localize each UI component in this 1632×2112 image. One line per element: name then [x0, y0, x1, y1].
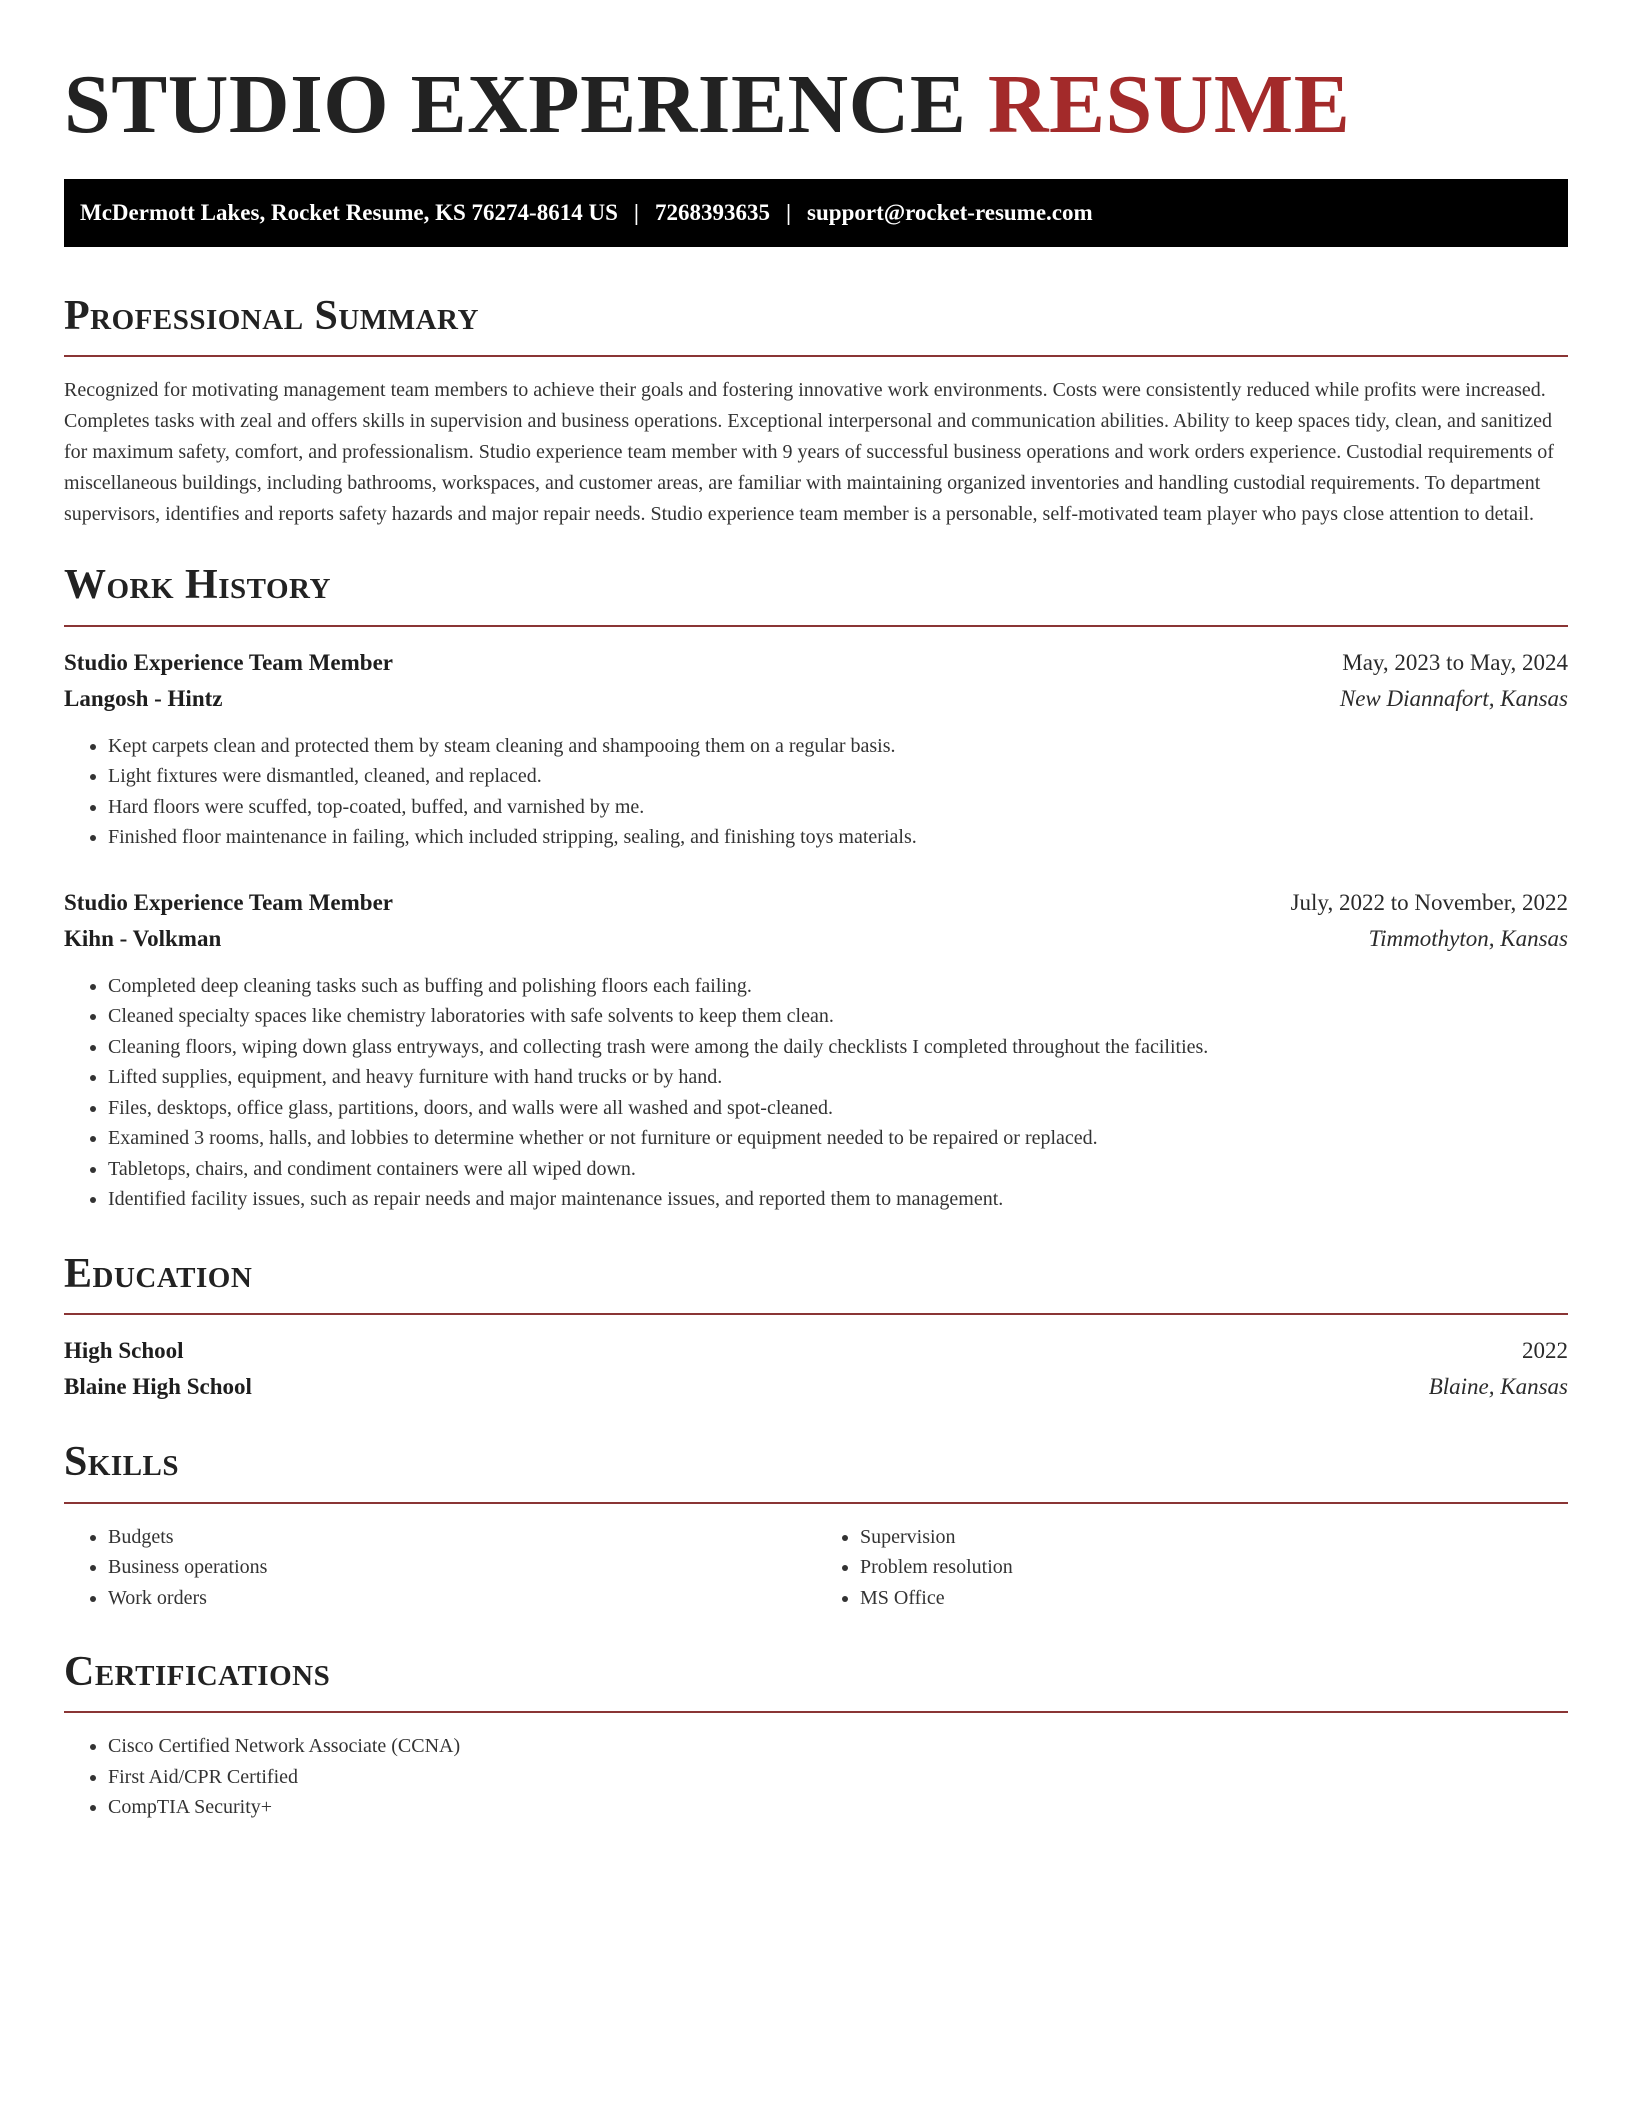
- skills-grid: [64, 1522, 1568, 1614]
- title-main: STUDIO EXPERIENCE: [64, 58, 967, 151]
- certification-item: • First Aid/CPR Certified: [108, 1762, 1568, 1793]
- skills-section: [64, 1437, 1568, 1613]
- job-duty-item: • Examined 3 rooms, halls, and lobbies to determine whether or not furniture or equipment needed to be repaired or replaced.: [108, 1123, 1568, 1154]
- certification-item: • CompTIA Security+: [108, 1792, 1568, 1823]
- work-history-section: [64, 560, 1568, 1214]
- education-degree: High School: [64, 1338, 184, 1364]
- job-duty-item: • Completed deep cleaning tasks such as buffing and polishing floors each failing.: [108, 971, 1568, 1002]
- resume-title: [64, 52, 1568, 157]
- contact-email: support@rocket-resume.com: [807, 200, 1093, 225]
- job-entry: [64, 885, 1568, 1215]
- job-duty-item: • Files, desktops, office glass, partitions, doors, and walls were all washed and spot-cleaned.: [108, 1093, 1568, 1124]
- certifications-heading: Certifications: [64, 1649, 331, 1696]
- contact-address: McDermott Lakes, Rocket Resume, KS 76274-8614 US: [80, 200, 618, 225]
- certifications-list: [64, 1731, 1568, 1823]
- skill-item: • Problem resolution: [860, 1552, 1568, 1583]
- job-location: New Diannafort, Kansas: [1339, 685, 1568, 711]
- section-divider: [64, 1711, 1568, 1713]
- job-duty-item: • Tabletops, chairs, and condiment containers were all wiped down.: [108, 1154, 1568, 1185]
- job-duty-item: • Kept carpets clean and protected them by steam cleaning and shampooing them on a regular basis.: [108, 731, 1568, 762]
- job-dates: May, 2023 to May, 2024: [1342, 649, 1568, 675]
- section-divider: [64, 355, 1568, 357]
- summary-text: Recognized for motivating management team members to achieve their goals and fostering innovative work environments. Costs were consistently reduced while profits were increased. Completes tasks with zeal and offers skills in supervision and business operations. Exceptional interpersonal and communication abilities. Ability to keep spaces tidy, clean, and sanitized for maximum safety, comfort, and professionalism. Studio experience team member with 9 years of successful business operations and work orders experience. Custodial requirements of miscellaneous buildings, including bathrooms, workspaces, and customer areas, are familiar with maintaining organized inventories and handling custodial requirements. To department supervisors, identifies and reports safety hazards and major repair needs. Studio experience team member is a personable, self-motivated team player who pays close attention to detail.: [64, 379, 1554, 526]
- education-school-row: [64, 1369, 1568, 1405]
- job-company-row: [64, 921, 1568, 957]
- work-history-heading: Work History: [64, 562, 331, 609]
- education-degree-row: [64, 1333, 1568, 1369]
- job-title: Studio Experience Team Member: [64, 649, 393, 675]
- education-year: 2022: [1522, 1338, 1568, 1364]
- summary-section: [64, 291, 1568, 530]
- skill-item: • Business operations: [108, 1552, 816, 1583]
- skills-list-right: [816, 1522, 1568, 1614]
- skills-list-left: [64, 1522, 816, 1614]
- job-entry: [64, 645, 1568, 853]
- summary-heading: Professional Summary: [64, 293, 479, 339]
- job-duty-item: • Finished floor maintenance in failing, which included stripping, sealing, and finishing toys materials.: [108, 822, 1568, 853]
- job-company: Langosh - Hintz: [64, 685, 223, 711]
- title-accent: RESUME: [987, 58, 1351, 151]
- certification-item: • Cisco Certified Network Associate (CCNA): [108, 1731, 1568, 1762]
- job-duties-list: [64, 971, 1568, 1215]
- education-heading: Education: [64, 1250, 253, 1297]
- job-header-row: [64, 885, 1568, 921]
- job-company-row: [64, 681, 1568, 717]
- section-divider: [64, 1313, 1568, 1315]
- skill-item: • Work orders: [108, 1583, 816, 1614]
- section-divider: [64, 625, 1568, 627]
- job-title: Studio Experience Team Member: [64, 889, 393, 915]
- education-section: [64, 1249, 1568, 1405]
- job-duty-item: • Cleaned specialty spaces like chemistry laboratories with safe solvents to keep them clean.: [108, 1001, 1568, 1032]
- job-dates: July, 2022 to November, 2022: [1290, 889, 1568, 915]
- education-school: Blaine High School: [64, 1374, 252, 1400]
- contact-separator: |: [785, 200, 792, 225]
- job-company: Kihn - Volkman: [64, 925, 222, 951]
- job-duty-item: • Light fixtures were dismantled, cleaned, and replaced.: [108, 761, 1568, 792]
- job-duty-item: • Cleaning floors, wiping down glass entryways, and collecting trash were among the daily checklists I completed throughout the facilities.: [108, 1032, 1568, 1063]
- contact-phone: 7268393635: [654, 200, 770, 225]
- section-divider: [64, 1502, 1568, 1504]
- job-duty-item: • Hard floors were scuffed, top-coated, buffed, and varnished by me.: [108, 792, 1568, 823]
- job-duty-item: • Identified facility issues, such as repair needs and major maintenance issues, and reported them to management.: [108, 1184, 1568, 1215]
- education-location: Blaine, Kansas: [1428, 1374, 1568, 1400]
- contact-separator: |: [633, 200, 639, 225]
- skills-heading: Skills: [64, 1439, 180, 1486]
- skill-item: • Supervision: [860, 1522, 1568, 1553]
- job-duties-list: [64, 731, 1568, 853]
- skill-item: • MS Office: [860, 1583, 1568, 1614]
- skill-item: • Budgets: [108, 1522, 816, 1553]
- job-header-row: [64, 645, 1568, 681]
- job-duty-item: • Lifted supplies, equipment, and heavy furniture with hand trucks or by hand.: [108, 1062, 1568, 1093]
- job-location: Timmothyton, Kansas: [1368, 925, 1568, 951]
- contact-bar: [64, 179, 1568, 247]
- certifications-section: [64, 1647, 1568, 1823]
